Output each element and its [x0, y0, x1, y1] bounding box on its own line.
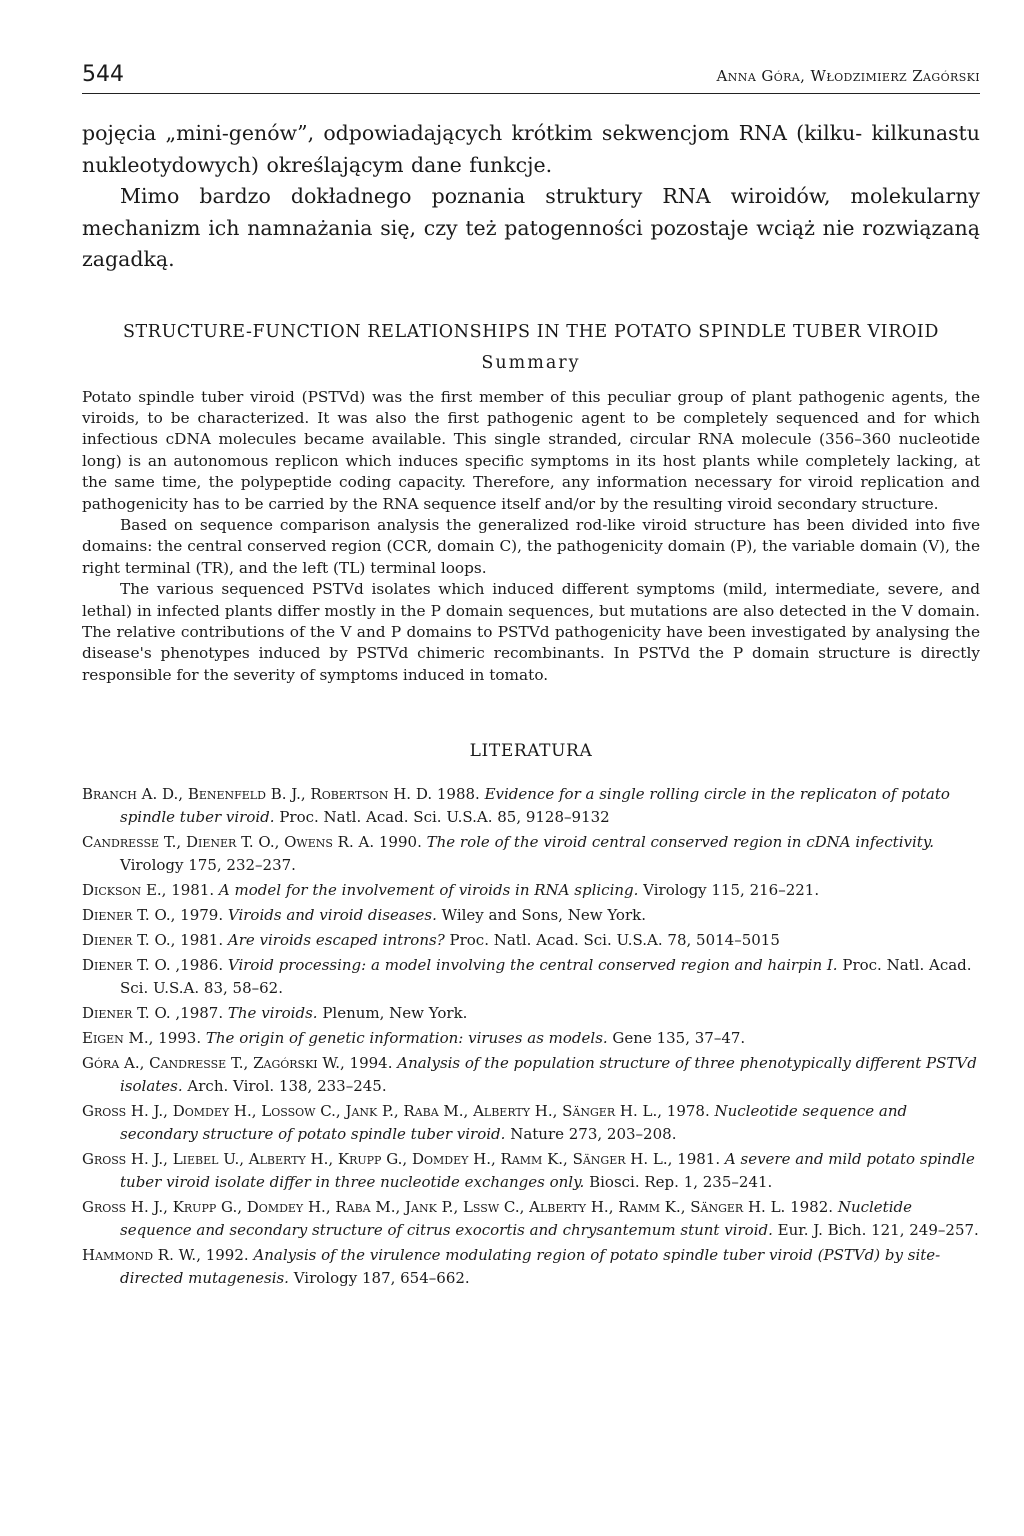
- page: [82, 62, 980, 1292]
- reference-year: , 1978.: [657, 1102, 715, 1121]
- reference-source: Plenum, New York.: [317, 1004, 468, 1023]
- reference-authors: Eigen M.: [82, 1029, 149, 1048]
- running-head-authors: Anna Góra, Włodzimierz Zagórski: [716, 67, 980, 85]
- reference-authors: Dickson E.: [82, 881, 162, 900]
- reference-entry: [82, 904, 980, 927]
- reference-source: Virology 187, 654–662.: [288, 1269, 470, 1288]
- reference-entry: [82, 783, 980, 829]
- reference-authors: Diener T. O.: [82, 1004, 171, 1023]
- polish-text-block: [82, 118, 980, 276]
- reference-source: Gene 135, 37–47.: [607, 1029, 746, 1048]
- running-head: [82, 62, 980, 94]
- reference-title: Evidence for a single rolling circle in the replicaton of potato spindle tuber viroid.: [120, 785, 950, 827]
- reference-list: [82, 783, 980, 1290]
- reference-source: Nature 273, 203–208.: [505, 1125, 677, 1144]
- reference-year: 1990.: [374, 833, 427, 852]
- reference-source: Biosci. Rep. 1, 235–241.: [584, 1173, 773, 1192]
- reference-authors: Góra A., Candresse T., Zagórski W.: [82, 1054, 340, 1073]
- reference-title: Analysis of the population structure of three phenotypically different PSTVd isolates.: [120, 1054, 977, 1096]
- reference-title: A model for the involvement of viroids in RNA splicing.: [218, 881, 639, 900]
- reference-authors: Diener T. O.: [82, 956, 171, 975]
- reference-year: 1982.: [785, 1198, 838, 1217]
- reference-title: Viroid processing: a model involving the central conserved region and hairpin I.: [227, 956, 838, 975]
- reference-title: The role of the viroid central conserved region in cDNA infectivity.: [426, 833, 935, 852]
- reference-entry: [82, 831, 980, 877]
- english-title: STRUCTURE-FUNCTION RELATIONSHIPS IN THE POTATO SPINDLE TUBER VIROID: [122, 321, 940, 342]
- reference-year: 1988.: [432, 785, 485, 804]
- reference-title: Are viroids escaped introns?: [227, 931, 445, 950]
- reference-year: , 1992.: [196, 1246, 254, 1265]
- reference-year: , 1981.: [161, 881, 219, 900]
- reference-entry: [82, 1002, 980, 1025]
- reference-title: The viroids.: [227, 1004, 318, 1023]
- reference-year: ,1987.: [170, 1004, 228, 1023]
- reference-title: Nucletide sequence and secondary structure of citrus exocortis and chrysantemum stunt viroid.: [120, 1198, 912, 1240]
- reference-year: ,1986.: [170, 956, 228, 975]
- literature-heading: LITERATURA: [469, 741, 593, 762]
- page-number: 544: [82, 62, 124, 87]
- reference-source: Arch. Virol. 138, 233–245.: [182, 1077, 387, 1096]
- reference-entry: [82, 1027, 980, 1050]
- reference-entry: [82, 954, 980, 1000]
- polish-paragraph: Mimo bardzo dokładnego poznania struktury RNA wiroidów, molekularny mechanizm ich namnażania się, czy też patogenności pozostaje wciąż nie rozwiązaną zagadką.: [82, 184, 980, 271]
- reference-source: Proc. Natl. Acad. Sci. U.S.A. 78, 5014–5015: [444, 931, 780, 950]
- reference-authors: Candresse T., Diener T. O., Owens R. A.: [82, 833, 375, 852]
- reference-source: Proc. Natl. Acad. Sci. U.S.A. 85, 9128–9132: [274, 808, 610, 827]
- reference-entry: [82, 1244, 980, 1290]
- reference-year: , 1994.: [339, 1054, 398, 1073]
- reference-entry: [82, 1148, 980, 1194]
- polish-paragraph: pojęcia „mini-genów”, odpowiadających krótkim sekwencjom RNA (kilku- kilkunastu nukleotydowych) określającym dane funkcje.: [82, 121, 980, 177]
- summary-heading: Summary: [481, 352, 581, 373]
- reference-title: Nucleotide sequence and secondary structure of potato spindle tuber viroid.: [120, 1102, 908, 1144]
- summary-paragraph: The various sequenced PSTVd isolates which induced different symptoms (mild, intermediate, severe, and lethal) in infected plants differ mostly in the P domain sequences, but mutations are also detected in the V domain. The relative contributions of the V and P domains to PSTVd pathogenicity have been investigated by analysing the disease's phenotypes induced by PSTVd chimeric recombinants. In PSTVd the P domain structure is directly responsible for the severity of symptoms induced in tomato.: [82, 580, 980, 684]
- reference-source: Virology 115, 216–221.: [638, 881, 820, 900]
- reference-title: Viroids and viroid diseases.: [227, 906, 437, 925]
- reference-authors: Hammond R. W.: [82, 1246, 197, 1265]
- reference-source: Proc. Natl. Acad. Sci. U.S.A. 83, 58–62.: [120, 956, 972, 998]
- reference-authors: Diener T. O.: [82, 906, 171, 925]
- reference-source: Virology 175, 232–237.: [120, 856, 296, 875]
- reference-year: , 1993.: [148, 1029, 206, 1048]
- reference-year: , 1981.: [667, 1150, 725, 1169]
- reference-year: , 1981.: [170, 931, 228, 950]
- reference-authors: Gross H. J., Krupp G., Domdey H., Raba M., Jank P., Lssw C., Alberty H., Ramm K., Sänger H. L.: [82, 1198, 786, 1217]
- reference-entry: [82, 1100, 980, 1146]
- reference-entry: [82, 879, 980, 902]
- reference-authors: Diener T. O.: [82, 931, 171, 950]
- reference-title: Analysis of the virulence modulating region of potato spindle tuber viroid (PSTVd) by site-directed mutagenesis.: [120, 1246, 941, 1288]
- reference-source: Eur. J. Bich. 121, 249–257.: [772, 1221, 979, 1240]
- reference-year: , 1979.: [170, 906, 228, 925]
- summary-paragraph: Potato spindle tuber viroid (PSTVd) was the first member of this peculiar group of plant pathogenic agents, the viroids, to be characterized. It was also the first pathogenic agent to be completely sequenced and for which infectious cDNA molecules became available. This single stranded, circular RNA molecule (356–360 nucleotide long) is an autonomous replicon which induces specific symptoms in its host plants while completely lacking, at the same time, the polypeptide coding capacity. Therefore, any information necessary for viroid replication and pathogenicity has to be carried by the RNA sequence itself and/or by the resulting viroid secondary structure.: [82, 387, 980, 513]
- reference-title: A severe and mild potato spindle tuber viroid isolate differ in three nucleotide exchanges only.: [120, 1150, 975, 1192]
- summary-text: [82, 387, 980, 687]
- reference-authors: Gross H. J., Domdey H., Lossow C., Jank P., Raba M., Alberty H., Sänger H. L.: [82, 1102, 658, 1121]
- reference-entry: [82, 1052, 980, 1098]
- reference-source: Wiley and Sons, New York.: [436, 906, 646, 925]
- summary-paragraph: Based on sequence comparison analysis the generalized rod-like viroid structure has been divided into five domains: the central conserved region (CCR, domain C), the pathogenicity domain (P), the variable domain (V), the right terminal (TR), and the left (TL) terminal loops.: [82, 515, 980, 577]
- reference-entry: [82, 1196, 980, 1242]
- reference-authors: Gross H. J., Liebel U., Alberty H., Krupp G., Domdey H., Ramm K., Sänger H. L.: [82, 1150, 668, 1169]
- reference-title: The origin of genetic information: viruses as models.: [205, 1029, 608, 1048]
- reference-authors: Branch A. D., Benenfeld B. J., Robertson H. D.: [82, 785, 433, 804]
- reference-entry: [82, 929, 980, 952]
